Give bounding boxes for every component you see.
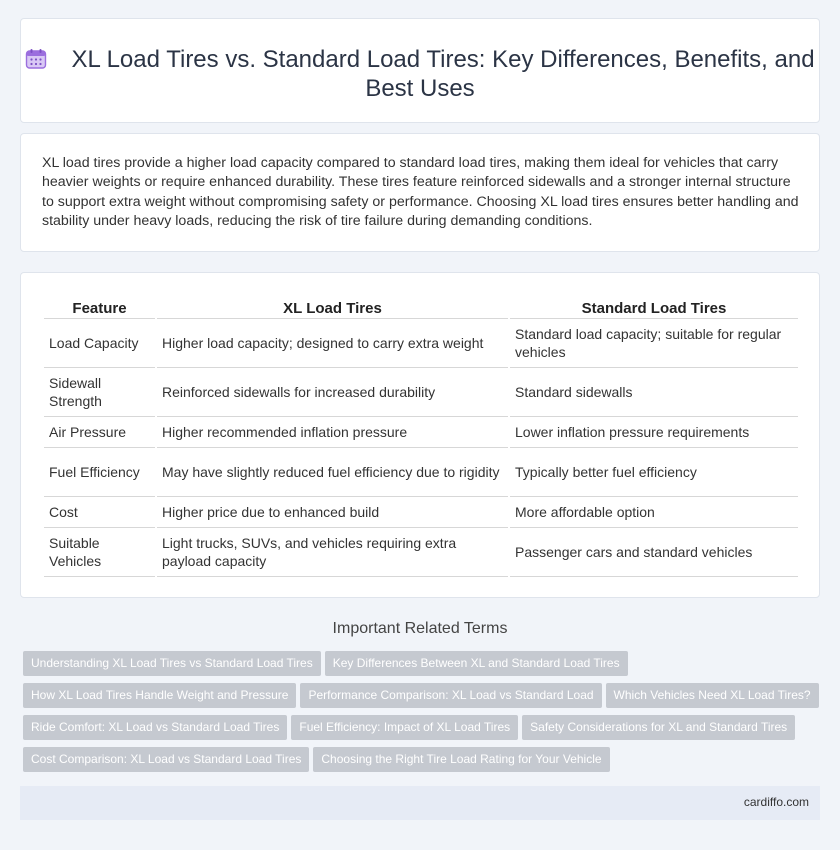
feature-cell: Air Pressure xyxy=(44,417,155,448)
related-tag[interactable]: Cost Comparison: XL Load vs Standard Load Tires xyxy=(23,747,309,772)
related-tag[interactable]: How XL Load Tires Handle Weight and Pressure xyxy=(23,683,296,708)
table-row xyxy=(44,448,798,497)
footer-bar xyxy=(20,786,820,820)
header-feature: Feature xyxy=(44,295,155,319)
related-tag[interactable]: Understanding XL Load Tires vs Standard Load Tires xyxy=(23,651,321,676)
title-card xyxy=(20,18,820,123)
comparison-table xyxy=(42,295,800,577)
intro-card xyxy=(20,133,820,252)
related-tag[interactable]: Safety Considerations for XL and Standard Tires xyxy=(522,715,795,740)
feature-cell: Sidewall Strength xyxy=(44,368,155,417)
xl-cell: Higher price due to enhanced build xyxy=(157,497,508,528)
table-row xyxy=(44,497,798,528)
feature-cell: Suitable Vehicles xyxy=(44,528,155,577)
standard-cell: Passenger cars and standard vehicles xyxy=(510,528,798,577)
related-tags-row xyxy=(23,747,614,772)
xl-cell: Higher load capacity; designed to carry extra weight xyxy=(157,319,508,368)
related-tag[interactable]: Key Differences Between XL and Standard Load Tires xyxy=(325,651,628,676)
table-header-row xyxy=(44,295,798,319)
standard-cell: More affordable option xyxy=(510,497,798,528)
page-title-wrap xyxy=(21,45,819,103)
related-tag[interactable]: Which Vehicles Need XL Load Tires? xyxy=(606,683,819,708)
related-tag[interactable]: Performance Comparison: XL Load vs Standard Load xyxy=(300,683,601,708)
feature-cell: Load Capacity xyxy=(44,319,155,368)
xl-cell: May have slightly reduced fuel efficiency due to rigidity xyxy=(157,448,508,497)
related-tags-row xyxy=(23,651,632,676)
standard-cell: Typically better fuel efficiency xyxy=(510,448,798,497)
feature-cell: Fuel Efficiency xyxy=(44,448,155,497)
related-tags-row xyxy=(23,715,799,740)
xl-cell: Higher recommended inflation pressure xyxy=(157,417,508,448)
related-tags-row xyxy=(23,683,823,708)
related-tag[interactable]: Ride Comfort: XL Load vs Standard Load Tires xyxy=(23,715,287,740)
table-row xyxy=(44,528,798,577)
related-tag[interactable]: Choosing the Right Tire Load Rating for Your Vehicle xyxy=(313,747,609,772)
standard-cell: Lower inflation pressure requirements xyxy=(510,417,798,448)
calendar-icon xyxy=(25,48,47,70)
page-title: XL Load Tires vs. Standard Load Tires: Key Differences, Benefits, and Best Uses xyxy=(71,46,815,102)
table-row xyxy=(44,368,798,417)
intro-paragraph: XL load tires provide a higher load capacity compared to standard load tires, making them ideal for vehicles that carry heavier weights or require enhanced durability. These tires feature reinforced sidewalls and a stronger internal structure to support extra weight without compromising safety or performance. Choosing XL load tires ensures better handling and stability under heavy loads, reducing the risk of tire failure during demanding conditions. xyxy=(42,155,799,229)
xl-cell: Reinforced sidewalls for increased durability xyxy=(157,368,508,417)
related-tag[interactable]: Fuel Efficiency: Impact of XL Load Tires xyxy=(291,715,518,740)
standard-cell: Standard load capacity; suitable for regular vehicles xyxy=(510,319,798,368)
related-terms-heading: Important Related Terms xyxy=(332,620,508,637)
standard-cell: Standard sidewalls xyxy=(510,368,798,417)
header-standard-load: Standard Load Tires xyxy=(510,295,798,319)
xl-cell: Light trucks, SUVs, and vehicles requiring extra payload capacity xyxy=(157,528,508,577)
comparison-card xyxy=(20,272,820,598)
table-row xyxy=(44,319,798,368)
table-row xyxy=(44,417,798,448)
header-xl-load: XL Load Tires xyxy=(157,295,508,319)
feature-cell: Cost xyxy=(44,497,155,528)
footer-site-link[interactable]: cardiffo.com xyxy=(743,795,809,809)
